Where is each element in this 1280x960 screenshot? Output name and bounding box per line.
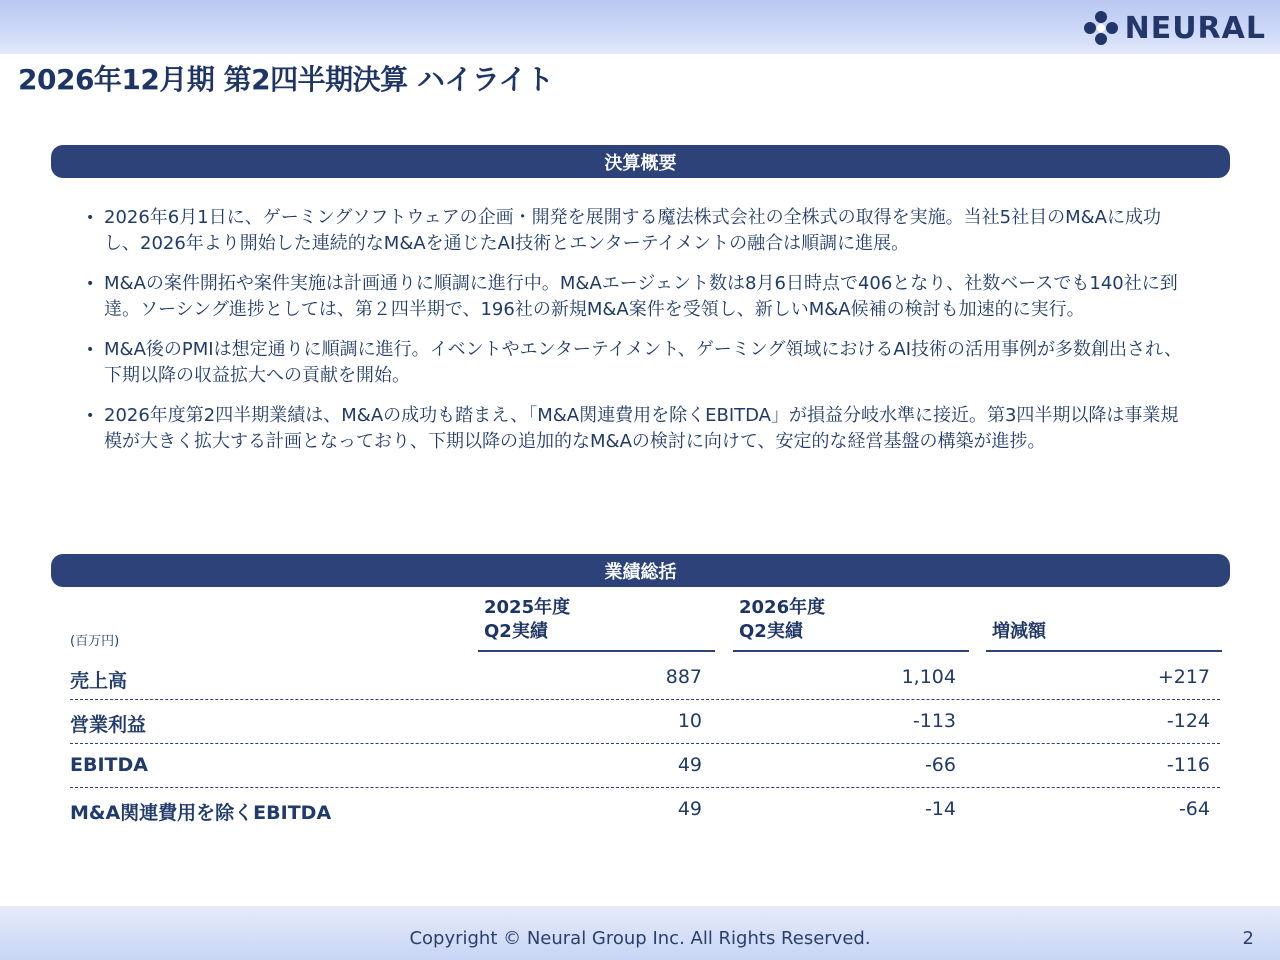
copyright-text: Copyright © Neural Group Inc. All Rights Reserved. — [409, 928, 871, 949]
table-row — [70, 744, 1220, 788]
brand-logo — [1083, 10, 1266, 46]
results-section-header — [51, 554, 1230, 587]
neural-logo-icon — [1083, 10, 1119, 46]
value-2025: 887 — [665, 666, 702, 688]
bullet-text: 2026年6月1日に、ゲーミングソフトウェアの企画・開発を展開する魔法株式会社の全株式の取得を実施。当社5社目のM&Aに成功し、2026年より開始した連続的なM&Aを通じたAI技術とエンターテイメントの融合は順調に進展。 — [104, 207, 1161, 254]
value-2026: -66 — [924, 754, 956, 776]
value-diff: -116 — [1166, 754, 1210, 776]
results-section-title: 業績総括 — [604, 561, 677, 583]
value-2025: 49 — [677, 754, 702, 776]
value-2025: 49 — [677, 798, 702, 820]
page-title: 2026年12月期 第2四半期決算 ハイライト — [18, 63, 554, 96]
value-diff: +217 — [1157, 666, 1210, 688]
brand-name: NEURAL — [1124, 10, 1266, 46]
value-2026: 1,104 — [901, 666, 956, 688]
row-label: EBITDA — [70, 754, 148, 776]
table-row — [70, 656, 1220, 700]
column-header-line2: Q2実績 — [739, 621, 803, 642]
summary-bullets — [86, 205, 1196, 469]
table-row — [70, 788, 1220, 832]
bullet-text: M&A後のPMIは想定通りに順調に進行。イベントやエンターテイメント、ゲーミング領域におけるAI技術の活用事例が多数創出され、下期以降の収益拡大への貢献を開始。 — [104, 339, 1183, 386]
column-header-diff — [986, 596, 1222, 652]
value-diff: -64 — [1178, 798, 1210, 820]
row-label: 売上高 — [70, 670, 128, 692]
value-2026: -14 — [924, 798, 956, 820]
unit-label: (百万円) — [70, 634, 120, 649]
column-header-line2: Q2実績 — [484, 621, 548, 642]
summary-section-header — [51, 145, 1230, 178]
column-header-line1: 2026年度 — [739, 597, 826, 618]
summary-bullet — [86, 271, 1196, 323]
summary-bullet — [86, 337, 1196, 389]
bullet-text: M&Aの案件開拓や案件実施は計画通りに順調に進行中。M&Aエージェント数は8月6日時点で406となり、社数ベースでも140社に到達。ソーシング進捗としては、第２四半期で、196社の新規M&A案件を受領し、新しいM&A候補の検討も加速的に実行。 — [104, 273, 1178, 320]
bullet-dot-icon: • — [86, 276, 95, 292]
bullet-text: 2026年度第2四半期業績は、M&Aの成功も踏まえ、「M&A関連費用を除くEBITDA」が損益分岐水準に接近。第3四半期以降は事業規模が大きく拡大する計画となっており、下期以降の追加的なM&Aの検討に向けて、安定的な経営基盤の構築が進捗。 — [104, 405, 1179, 452]
table-row — [70, 700, 1220, 744]
value-2025: 10 — [677, 710, 702, 732]
row-label: 営業利益 — [70, 714, 147, 736]
bullet-dot-icon: • — [86, 342, 95, 358]
summary-section-title: 決算概要 — [604, 152, 677, 174]
column-header-line1: 2025年度 — [484, 597, 571, 618]
column-header-line2: 増減額 — [992, 621, 1046, 642]
column-header-2026 — [733, 596, 969, 652]
column-header-2025 — [478, 596, 715, 652]
page-number: 2 — [1242, 928, 1254, 949]
footer-band — [0, 906, 1280, 960]
header-band — [0, 0, 1280, 54]
value-2026: -113 — [912, 710, 956, 732]
row-label: M&A関連費用を除くEBITDA — [70, 802, 332, 824]
bullet-dot-icon: • — [86, 210, 95, 226]
summary-bullet — [86, 205, 1196, 257]
bullet-dot-icon: • — [86, 408, 95, 424]
value-diff: -124 — [1166, 710, 1210, 732]
summary-bullet — [86, 403, 1196, 455]
column-header-line1 — [992, 596, 1222, 620]
